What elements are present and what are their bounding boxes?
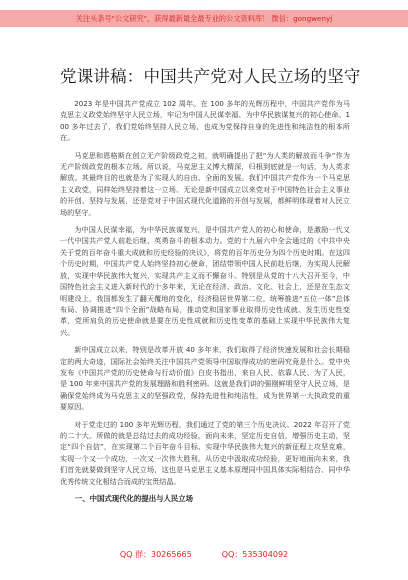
contact-footer [0, 549, 408, 560]
footer-qq: QQ：535304092 [221, 550, 289, 559]
section-heading: 一、中国式现代化的提出与人民立场 [74, 494, 194, 503]
paragraph: 马克思和恩格斯在创立无产阶级政党之初，就明确提出了把“为人类的解放而斗争”作为无产阶级政党的根本立场。所以说，马克思主义博大精深，归根到底就是一句话，为人类求解放。其最终目的也就是为了实现人的自由、全面的发展。我们中国共产党作为一个马克思主义政党，同样始终坚持着这一立场。无论是新中国成立以来党对于中国特色社会主义事业的开创、坚持与发展，还是党对于中国式现代化道路的开创与发展，都鲜明体现着对人民立场的坚守。 [60, 150, 350, 217]
paragraph: 新中国成立以来，特别是改革开放 40 多年来，我们取得了经济快速发展和社会长期稳定的两大奇迹，国际社会始终关注中国共产党领导中国取得成功的密码究竟是什么。党中央发布《中国共产党的历史使命与行动价值》白皮书指出，来自人民、依靠人民、为了人民，是 100 年来中国共产党的发展理路和胜利密码。这就是我们讲的强刚鲜明坚守人民立场，是确保党始终成为马克思主义的坚强政党，保持先进性和纯洁性，成为世界第一大执政党的重要原因。 [60, 345, 350, 412]
paragraph: 对于党走过的 100 多年光辉历程，我们通过了党的第三个历史决议。2022 年召开了党的二十大。所做的就是总结过去的成功经验，面向未来，坚定历史自信，增强历史主动，坚定“四个自信”，在实现第二个百年奋斗目标、实现中华民族伟大复兴的新征程上攻坚克难，实现一个又一个成功，一次又一次伟大胜利。从历史中汲取成功经验，更好地面向未来，我们首先就要做到坚守人民立场，这也是马克思主义基本原理同中国具体实际相结合、同中华优秀传统文化相结合而成的宝贵结晶。 [60, 419, 350, 486]
paragraph: 为中国人民谋幸福，为中华民族谋复兴，是中国共产党人的初心和使命，是激励一代又一代中国共产党人前赴后继、英勇奋斗的根本动力。党的十九届六中全会通过的《中共中央关于党的百年奋斗重大成就和历史经验的决议》，将党的百年历史分为四个历史时期。在这四个历史时期，中国共产党人始终坚持初心使命，团结带领中国人民前赴后继，为实现人民解放，实现中华民族伟大复兴，实现共产主义而不懈奋斗。特别是从党的十八大召开至今，中国特色社会主义进入新时代的十多年来，无论在经济、政治、文化、社会上，还是在生态文明建设上，我国都发生了翻天覆地的变化，经济稳居世界第二位，统筹推进“五位一体”总体布局、协调推进“四个全面”战略布局，推动党和国家事业取得历史性成就、发生历史性变革，党所肩负的历史使命就是要在历史性成就和历史性变革的基础上实现中华民族伟大复兴。 [60, 225, 350, 337]
paragraph: 2023 年是中国共产党成立 102 周年。在 100 多年的光辉历程中，中国共产党作为马克思主义政党始终坚守人民立场，牢记为中国人民谋幸福、为中华民族谋复兴的初心使命。100 多年过去了，我们党始终坚持人民立场，也成为党保持自身的先进性和纯洁性的根本所在。 [60, 99, 350, 143]
footer-qq-group: QQ 群：30265665 [119, 550, 192, 559]
promo-banner-text: 关注头条号"公文研究"，获得最新最全最专业的公文资料库！ 微信：gongwenyj [75, 13, 333, 23]
document-title: 党课讲稿：中国共产党对人民立场的坚守 [60, 67, 361, 86]
document-body [60, 98, 350, 504]
promo-banner [0, 10, 408, 27]
